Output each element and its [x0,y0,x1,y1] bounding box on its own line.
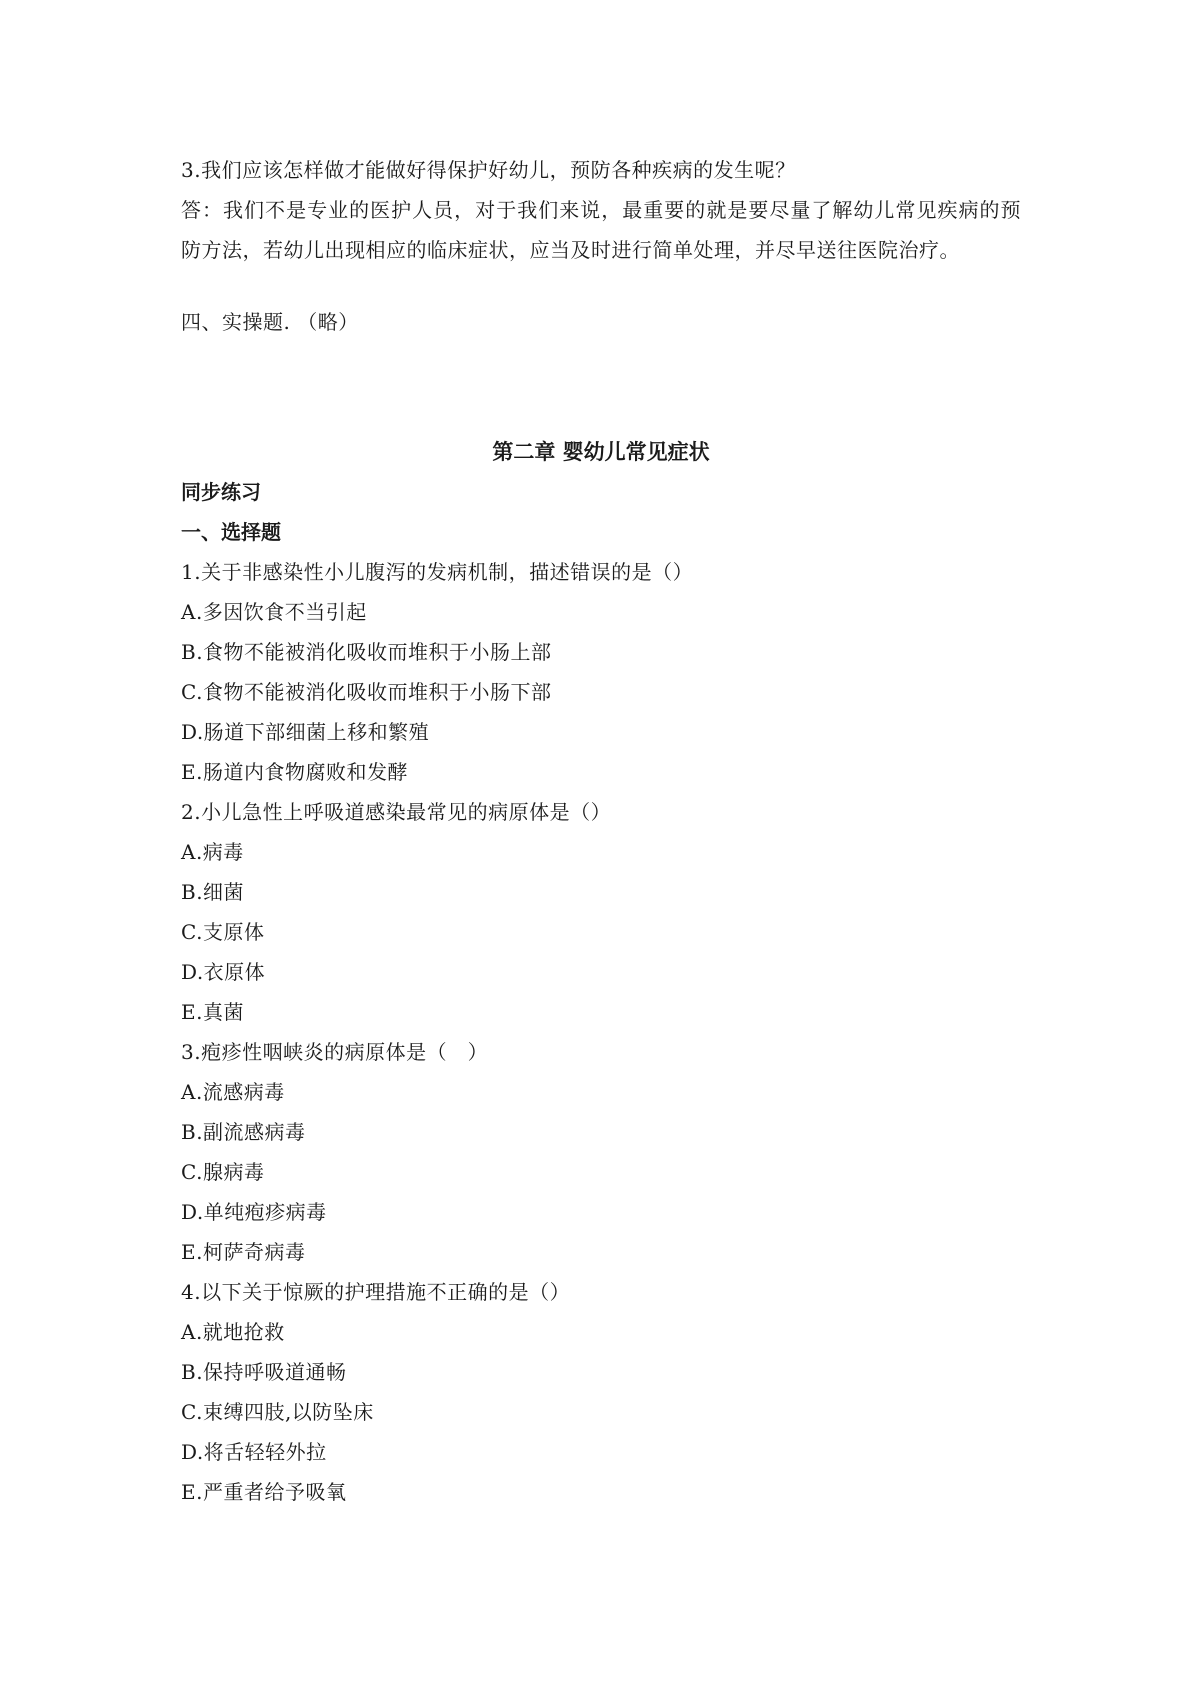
section-4-heading: 四、实操题. （略） [181,310,359,334]
chapter-title: 第二章 婴幼儿常见症状 [492,440,710,464]
option-e: E.真菌 [181,1000,244,1024]
option-d: D.单纯疱疹病毒 [181,1200,327,1224]
option-c: C.支原体 [181,920,265,944]
question-stem: 4.以下关于惊厥的护理措施不正确的是（） [181,1280,571,1304]
option-d: D.肠道下部细菌上移和繁殖 [181,720,430,744]
option-e: E.柯萨奇病毒 [181,1240,306,1264]
option-b: B.保持呼吸道通畅 [181,1360,347,1384]
spacer [181,342,1021,432]
multiple-choice-heading: 一、选择题 [181,520,281,544]
option-b: B.食物不能被消化吸收而堆积于小肠上部 [181,640,552,664]
spacer [181,270,1021,302]
option-e: E.肠道内食物腐败和发酵 [181,760,408,784]
option-c: C.腺病毒 [181,1160,265,1184]
question-block [181,1272,1021,1512]
question-block [181,792,1021,1032]
option-d: D.衣原体 [181,960,266,984]
question-3-review: 3.我们应该怎样做才能做好得保护好幼儿，预防各种疾病的发生呢？ [181,158,796,182]
option-b: B.副流感病毒 [181,1120,306,1144]
question-block [181,1032,1021,1272]
option-b: B.细菌 [181,880,245,904]
option-a: A.流感病毒 [181,1080,285,1104]
option-a: A.就地抢救 [181,1320,285,1344]
option-c: C.束缚四肢,以防坠床 [181,1400,374,1424]
page-content [181,150,1021,1512]
question-stem: 3.疱疹性咽峡炎的病原体是（ ） [181,1040,489,1064]
sync-practice-heading: 同步练习 [181,480,261,504]
option-a: A.多因饮食不当引起 [181,600,367,624]
option-d: D.将舌轻轻外拉 [181,1440,327,1464]
answer-paragraph: 答：我们不是专业的医护人员，对于我们来说，最重要的就是要尽量了解幼儿常见疾病的预防方法，若幼儿出现相应的临床症状，应当及时进行简单处理，并尽早送往医院治疗。 [181,198,1021,262]
option-a: A.病毒 [181,840,244,864]
question-stem: 1.关于非感染性小儿腹泻的发病机制，描述错误的是（） [181,560,694,584]
question-block [181,552,1021,792]
question-stem: 2.小儿急性上呼吸道感染最常见的病原体是（） [181,800,612,824]
option-c: C.食物不能被消化吸收而堆积于小肠下部 [181,680,552,704]
option-e: E.严重者给予吸氧 [181,1480,347,1504]
